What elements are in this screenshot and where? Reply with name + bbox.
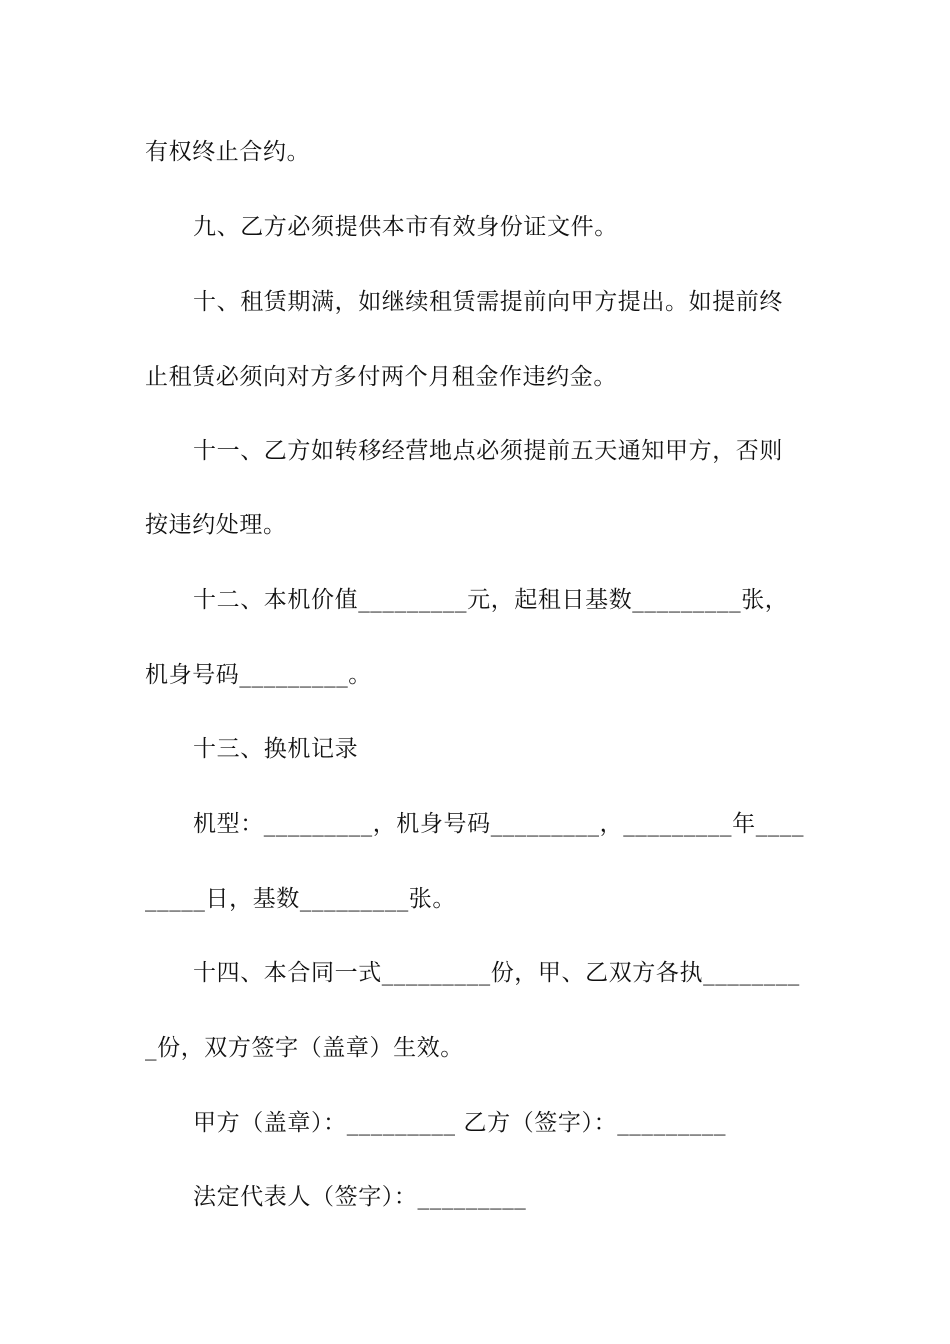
clause-14-line-2: _份，双方签字（盖章）生效。	[145, 1035, 464, 1061]
clause-10-line-2: 止租赁必须向对方多付两个月租金作违约金。	[145, 364, 617, 390]
clause-13-record-line-2: _____日，基数_________张。	[145, 886, 456, 912]
signature-party-line: 甲方（盖章）：_________ 乙方（签字）：_________	[193, 1110, 727, 1136]
clause-11-line-1: 十一、乙方如转移经营地点必须提前五天通知甲方，否则	[193, 438, 783, 464]
clause-13-title: 十三、换机记录	[193, 736, 359, 762]
clause-12-line-1: 十二、本机价值_________元，起租日基数_________张，	[193, 587, 789, 613]
clause-14-line-1: 十四、本合同一式_________份，甲、乙双方各执________	[193, 960, 800, 986]
clause-9: 九、乙方必须提供本市有效身份证文件。	[193, 214, 618, 240]
clause-13-record-line-1: 机型：_________，机身号码_________，_________年____	[193, 811, 805, 837]
clause-12-line-2: 机身号码_________。	[145, 662, 372, 688]
paragraph-line-1: 有权终止合约。	[145, 139, 311, 165]
clause-10-line-1: 十、租赁期满，如继续租赁需提前向甲方提出。如提前终	[193, 289, 783, 315]
clause-11-line-2: 按违约处理。	[145, 512, 287, 538]
legal-representative-line: 法定代表人（签字）：_________	[193, 1184, 527, 1210]
